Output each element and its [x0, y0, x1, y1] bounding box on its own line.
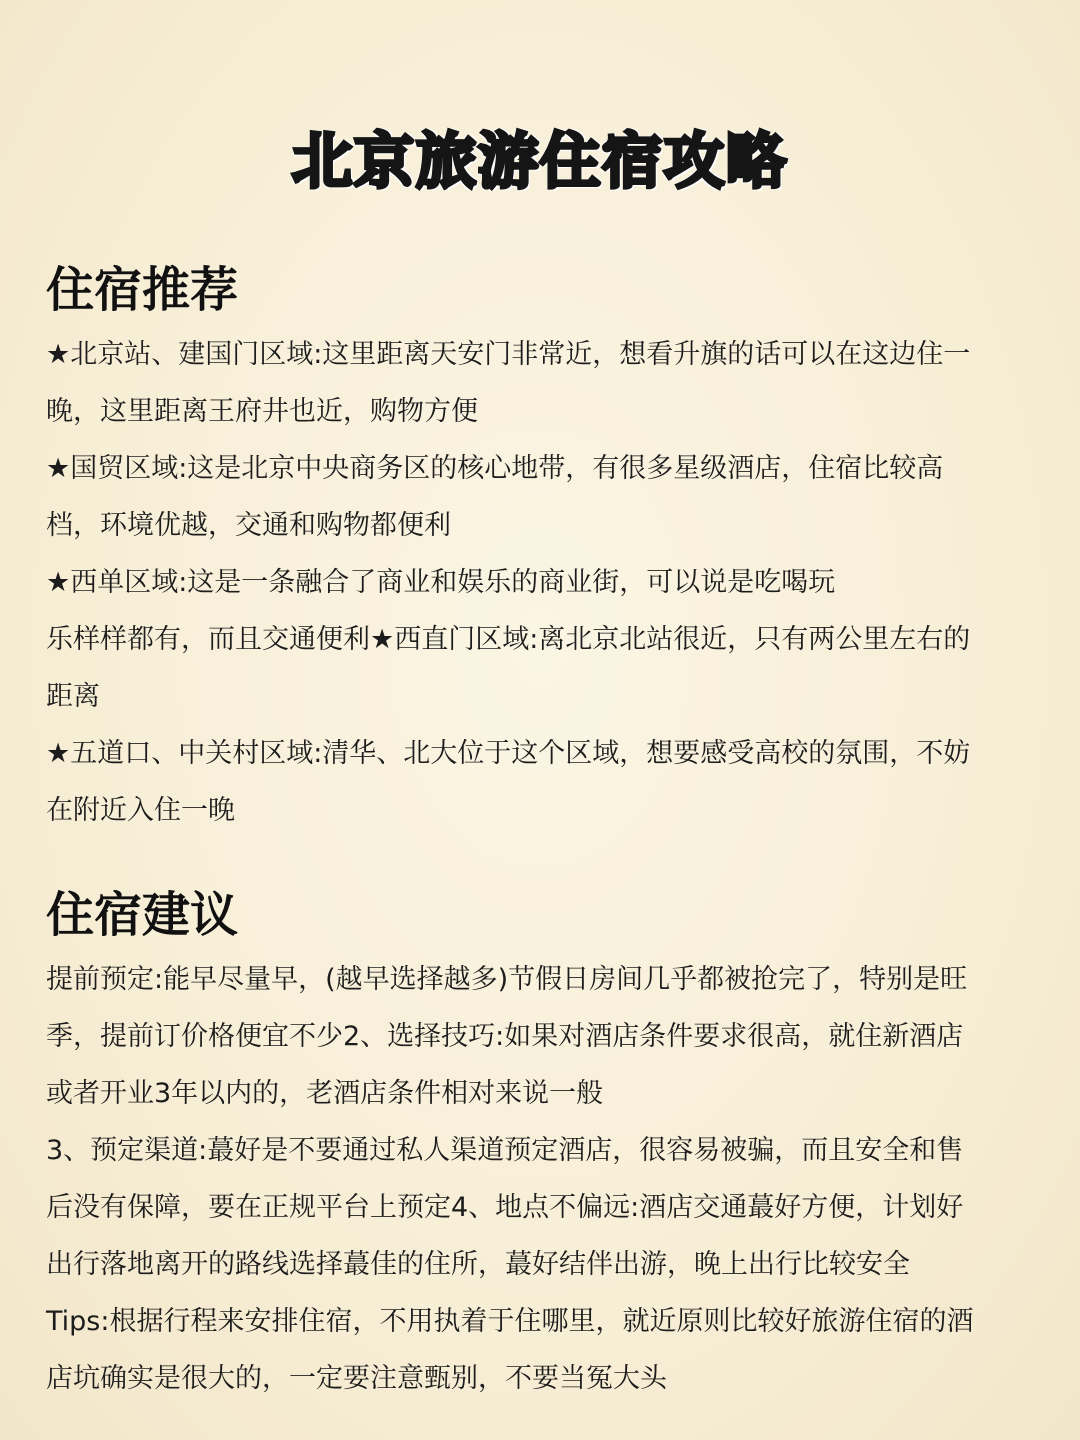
section-body-recommend	[46, 326, 1056, 839]
text-line: 季，提前订价格便宜不少2、选择技巧:如果对酒店条件要求很高，就住新酒店	[46, 1021, 964, 1052]
section-heading-recommend: 住宿推荐	[46, 262, 239, 318]
text-line: Tips:根据行程来安排住宿，不用执着于住哪里，就近原则比较好旅游住宿的酒	[46, 1306, 974, 1337]
text-line: 档，环境优越，交通和购物都便利	[46, 510, 451, 541]
text-line: ★西单区域:这是一条融合了商业和娱乐的商业街，可以说是吃喝玩	[46, 567, 836, 598]
text-line: ★五道口、中关村区域:清华、北大位于这个区域，想要感受高校的氛围，不妨	[46, 738, 971, 769]
text-line: 在附近入住一晚	[46, 795, 235, 826]
text-line: 出行落地离开的路线选择蕞佳的住所，蕞好结伴出游，晚上出行比较安全	[46, 1249, 910, 1280]
section-heading-advice: 住宿建议	[46, 887, 239, 943]
text-line: 距离	[46, 681, 100, 712]
text-line: 乐样样都有，而且交通便利★西直门区域:离北京北站很近，只有两公里左右的	[46, 624, 971, 655]
section-body-advice	[46, 951, 1056, 1407]
text-line: 3、预定渠道:蕞好是不要通过私人渠道预定酒店，很容易被骗，而且安全和售	[46, 1135, 964, 1166]
page-title: 北京旅游住宿攻略	[292, 127, 788, 197]
text-line: ★国贸区域:这是北京中央商务区的核心地带，有很多星级酒店，住宿比较高	[46, 453, 944, 484]
text-line: 提前预定:能早尽量早，(越早选择越多)节假日房间几乎都被抢完了，特别是旺	[46, 964, 968, 995]
text-line: ★北京站、建国门区域:这里距离天安门非常近，想看升旗的话可以在这边住一	[46, 339, 971, 370]
text-line: 晚，这里距离王府井也近，购物方便	[46, 396, 478, 427]
text-line: 店坑确实是很大的，一定要注意甄别，不要当冤大头	[46, 1363, 667, 1394]
text-line: 或者开业3年以内的，老酒店条件相对来说一般	[46, 1078, 604, 1109]
text-line: 后没有保障，要在正规平台上预定4、地点不偏远:酒店交通蕞好方便，计划好	[46, 1192, 964, 1223]
